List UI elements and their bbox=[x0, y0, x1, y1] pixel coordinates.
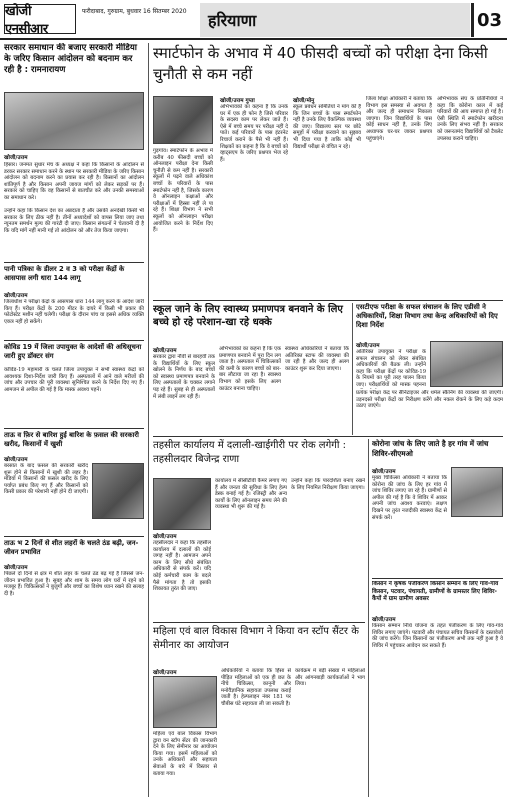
story8-byline: खोजी/उत्तम bbox=[356, 343, 380, 349]
story1-body-b: उन्होंने कहा कि किसान देश का अन्नदाता है और उसकी अनदेखी किसी भी सरकार के लिए ठीक नहीं है। तीनों अध्यादेशों को वापस लिया जाए तथा न्यूनतम समर्थन मूल्य की गारंटी दी जाए। किसान संगठनों ने चेतावनी दी है कि यदि मांगें नहीं मानी गईं तो आंदोलन को और तेज किया जाएगा। bbox=[4, 208, 144, 234]
story12-body-b: अधिकारियों ने बताया कि हिंसा से पीड़ित महिलाओं को एक ही छत के नीचे चिकित्सा, कानूनी और मनोवैज्ञानिक सहायता उपलब्ध कराई जाती है। हेल्पलाइन नंबर 181 पर चौबीस घंटे सहायता ली जा सकती है। bbox=[221, 668, 291, 707]
page-number: 03 bbox=[471, 3, 505, 37]
divider bbox=[4, 428, 144, 429]
story5-body: पिछले दो दिनों से क्षेत्र में शीत लहर के चलते ठंड बढ़ गई है जिससे जन-जीवन प्रभावित हुआ है। सुबह और शाम के समय लोग घरों में रहने को मजबूर हैं। चिकित्सकों ने बुजुर्गों और बच्चों का विशेष ध्यान रखने की सलाह दी है। bbox=[4, 571, 144, 597]
story1-photo bbox=[4, 92, 144, 150]
story10-photo bbox=[153, 478, 211, 530]
story11-byline: खोजी/उत्तम bbox=[372, 617, 396, 623]
story7-body-b: अभिभावकों का कहना है कि एक प्रमाणपत्र बनवाने में पूरा दिन लग जाता है। अस्पताल में चिकित्सकों की कमी के कारण बच्चों को बार-बार लौटाया जा रहा है। स्वास्थ्य विभाग को इसके लिए अलग काउंटर बनाना चाहिए। bbox=[219, 346, 281, 392]
column-divider bbox=[368, 439, 369, 797]
divider bbox=[4, 340, 144, 341]
story9-headline: कोरोना जांच के लिए जाते है हर गांव में जांच शिविर-सीएमओ bbox=[372, 439, 489, 458]
story8-headline: एसटीएफ परीक्षा के सफल संचालन के लिए एडीसी ने अधिकारियों, शिक्षा विभाग तथा केन्द्र अधिकारियों को दिए दिशा निर्देश bbox=[356, 303, 498, 329]
story5-headline: ताऊ भ 2 दिनों से शीत लहरों के चलते ठंड बढ़ी, जन-जीवन प्रभावित bbox=[4, 539, 139, 556]
story11-headline: किसान ने कृषक पंजीकरण किसान सम्मान के लिए गांव-गांव किसान, पटवार, पंचायती, ग्रामीणों के ग्रामस्तर लिए शिविर-कैंपों में ग्राम ग्रामीण अवसर bbox=[372, 581, 499, 602]
story10-headline: तहसील कार्यालय में दलाली-खाईगीरी पर रोक लगेगी : तहसीलदार बिजेन्द्र राणा bbox=[153, 440, 346, 465]
lead-body-c: स्कूल प्रबंधन समितियों ने मांग की है कि जिन बच्चों के पास स्मार्टफोन नहीं है उनके लिए वैकल्पिक व्यवस्था की जाए। विद्यालय स्तर पर छोटे समूहों में परीक्षा करवाने का सुझाव भी दिया गया है ताकि कोई भी विद्यार्थी परीक्षा से वंचित न रहे। bbox=[293, 104, 361, 150]
story5-byline: खोजी/उत्तम bbox=[4, 565, 28, 571]
story7-headline: स्कूल जाने के लिए स्वास्थ्य प्रमाणपत्र बनवाने के लिए बच्चे हो रहे परेशान-खा रहे धक्के bbox=[153, 304, 343, 328]
story3-headline: कोविड 19 में जिला उपायुक्त के आदेशों की अधिसूचना जारी हुए डॉक्टर संग bbox=[4, 343, 142, 360]
story12-body-a: महिला एवं बाल विकास विभाग द्वारा वन स्टॉप सेंटर की जानकारी देने के लिए सेमीनार का आयोजन किया गया। इसमें महिलाओं को उनके अधिकारों और सहायता सेवाओं के बारे में विस्तार से बताया गया। bbox=[153, 731, 217, 777]
story12-photo bbox=[153, 676, 217, 728]
story12-body-c: कार्यक्रम में बड़ी संख्या में महिलाओं और आंगनबाड़ी कार्यकर्ताओं ने भाग लिया। bbox=[295, 668, 365, 688]
story2-byline: खोजी/उत्तम bbox=[4, 293, 28, 299]
story3-body: कोविड-19 महामारी के चलते जिला उपायुक्त ने सभी स्वास्थ्य केंद्रों को आवश्यक दिशा-निर्देश जारी किए हैं। अस्पतालों में आने वाले मरीजों की जांच और उपचार की पूरी व्यवस्था सुनिश्चित करने के निर्देश दिए गए हैं। आमजन से अपील की गई है कि मास्क अवश्य पहनें। bbox=[4, 367, 144, 393]
lead-body-e: अभिभावक संघ के प्रतिनिधियों ने कहा कि कोरोना काल में कई परिवारों की आय समाप्त हो गई है। ऐसी स्थिति में स्मार्टफोन खरीदना उनके लिए संभव नहीं है। सरकार को जरूरतमंद विद्यार्थियों को टैबलेट उपलब्ध कराने चाहिए। bbox=[437, 96, 503, 142]
story7-body-a: सरकार द्वारा नौवीं से बारहवीं तक के विद्यार्थियों के लिए स्कूल खोलने के निर्णय के बाद बच्चों को स्वास्थ्य प्रमाणपत्र बनवाने के लिए अस्पतालों के चक्कर लगाने पड़ रहे हैं। सुबह से ही अस्पतालों में लंबी लाइनें लग रही हैं। bbox=[153, 354, 215, 400]
story10-body-b: कार्यालय में सीसीटीवी कैमरे लगाए गए हैं और जनता की सुविधा के लिए हेल्प डेस्क बनाई गई है। रजिस्ट्री और अन्य कार्यों के लिए ऑनलाइन समय लेने की व्यवस्था भी शुरू की गई है। bbox=[215, 478, 287, 511]
divider bbox=[153, 300, 503, 301]
story10-byline: खोजी/उत्तम bbox=[153, 534, 177, 540]
story4-photo bbox=[92, 463, 144, 519]
story1-byline: खोजी/उत्तम bbox=[4, 155, 28, 161]
story12-byline: खोजी/उत्तम bbox=[153, 670, 177, 676]
story9-body: मुख्य चिकित्सा अधिकारी ने बताया कि कोरोना की जांच के लिए हर गांव में जांच शिविर लगाए जा रहे हैं। ग्रामीणों से अपील की गई है कि वे शिविर में आकर अपनी जांच अवश्य करवाएं। लक्षण दिखने पर तुरंत नजदीकी स्वास्थ्य केंद्र से संपर्क करें। bbox=[372, 475, 447, 521]
story2-headline: पानी पत्रिका के डीलर 2 व 3 को परीक्षा केंद्रों के आसपास लगी धारा 144 लागू bbox=[4, 265, 125, 282]
story8-body-b: प्रत्येक परीक्षा केंद्र पर सैनिटाइजर और थर्मल स्कैनिंग की व्यवस्था की जाएगी। उड़नदस्ते परीक्षा केंद्रों का निरीक्षण करेंगे और नकल रोकने के लिए कड़े कदम उठाए जाएंगे। bbox=[356, 390, 503, 410]
story4-byline: खोजी/उत्तम bbox=[4, 457, 28, 463]
section-banner: हरियाणा bbox=[200, 3, 470, 37]
story1-body-a: हिसार। जनमत सुधार मंच के अध्यक्ष ने कहा कि किसानों के आंदोलन से डरकर सरकार समाधान करने के स्थान पर सरकारी मीडिया के जरिए किसान आंदोलन को बदनाम करने का प्रयास कर रही है। किसानों का आंदोलन शांतिपूर्ण है और किसान अपनी जायज मांगों को लेकर सड़कों पर हैं। सरकार को चाहिए कि वह किसानों से बातचीत करे और उनकी समस्याओं का समाधान करे। bbox=[4, 162, 144, 201]
story4-body: बरसात के बाद फ़सल की सरकारी खरीद शुरू होने से किसानों में खुशी की लहर है। मंडियों में किसानों की फ़सल खरीद के लिए पर्याप्त प्रबंध किए गए हैं और किसानों को किसी प्रकार की परेशानी नहीं होने दी जाएगी। bbox=[4, 463, 88, 496]
story4-headline: ताऊ व फ़िर से बारिश हुई बारिश के फ़सल की सरकारी खरीद, किसानों में खुशी bbox=[4, 431, 139, 448]
story10-body-c: उन्होंने कहा कि पारदर्शिता बनाए रखने के लिए नियमित निरीक्षण किया जाएगा। bbox=[291, 478, 365, 491]
lead-body-b: अभिभावकों का कहना है कि उनके घर में एक ही फोन है जिसे परिवार के सदस्य काम पर लेकर जाते हैं। ऐसे में बच्चे समय पर परीक्षा नहीं दे पाते। कई परिवारों के पास इंटरनेट रिचार्ज कराने के पैसे भी नहीं हैं। शिक्षकों का कहना है कि वे बच्चों को व्हाट्सएप के जरिए प्रश्नपत्र भेज रहे हैं। bbox=[220, 104, 288, 163]
story8-body-a: अतिरिक्त उपायुक्त ने परीक्षा के सफल संचालन को लेकर संबंधित अधिकारियों की बैठक ली। उन्होंने कहा कि परीक्षा केंद्रों पर कोविड-19 के नियमों का पूरी तरह पालन किया जाए। परीक्षार्थियों को मास्क पहनना bbox=[356, 349, 426, 388]
divider bbox=[372, 578, 503, 579]
lead-byline-b: खोजी/मोनु bbox=[293, 98, 315, 104]
story7-body-c: स्वास्थ्य अधिकारियों ने बताया कि अतिरिक्त स्टाफ की व्यवस्था की जा रही है और जल्द ही अलग काउंटर शुरू कर दिया जाएगा। bbox=[285, 346, 349, 372]
story9-byline: खोजी/उत्तम bbox=[372, 469, 396, 475]
column-divider bbox=[148, 43, 149, 797]
story12-headline: महिला एवं बाल विकास विभाग ने किया वन स्टॉप सैंटर के सेमीनार का आयोजन bbox=[153, 626, 359, 651]
story9-photo bbox=[451, 467, 503, 517]
story11-body: किसान सम्मान निधि योजना के तहत पंजीकरण के लिए गांव-गांव शिविर लगाए जाएंगे। पटवारी और पंचायत सचिव किसानों के दस्तावेजों की जांच करेंगे। जिन किसानों का पंजीकरण अभी तक नहीं हुआ है वे शिविर में पहुंचकर आवेदन कर सकते हैं। bbox=[372, 623, 503, 649]
lead-body-a: गुड़गांव। स्मार्टफोन के अभाव में करीब 40 फीसदी बच्चों को ऑनलाइन परीक्षा देना किसी चुनौती से कम नहीं है। सरकारी स्कूलों में पढ़ने वाले अधिकांश बच्चों के परिवारों के पास स्मार्टफोन नहीं है, जिसके कारण वे ऑनलाइन कक्षाओं और परीक्षाओं में हिस्सा नहीं ले पा रहे हैं। शिक्षा विभाग ने सभी स्कूलों को ऑनलाइन परीक्षा आयोजित करने के निर्देश दिए हैं। bbox=[153, 148, 213, 234]
masthead bbox=[0, 0, 507, 40]
story2-body: जिलाधीश ने परीक्षा केंद्रों के आसपास धारा 144 लागू करने के आदेश जारी किए हैं। परीक्षा केंद्रों के 200 मीटर के दायरे में किसी भी प्रकार की फोटोस्टेट मशीन नहीं चलेगी। परीक्षा के दौरान पांच या इससे अधिक व्यक्ति एकत्र नहीं हो सकेंगे। bbox=[4, 299, 144, 325]
lead-headline: स्मार्टफोन के अभाव में 40 फीसदी बच्चों को परीक्षा देना किसी चुनौती से कम नहीं bbox=[153, 44, 488, 83]
divider bbox=[153, 436, 503, 437]
story1-headline: सरकार समाधान की बजाए सरकारी मीडिया के जरिए किसान आंदोलन को बदनाम कर रही है : रामनारायण bbox=[4, 43, 137, 75]
divider bbox=[4, 262, 144, 263]
story10-body-a: तहसीलदार ने कहा कि तहसील कार्यालय में दलालों की कोई जगह नहीं है। आमजन अपने काम के लिए सीधे संबंधित अधिकारी से संपर्क करें। यदि कोई कर्मचारी काम के बदले पैसे मांगता है तो इसकी शिकायत तुरंत की जाए। bbox=[153, 540, 211, 593]
lead-body-d: जिला शिक्षा अधिकारी ने बताया कि विभाग इस समस्या से अवगत है और जल्द ही समाधान निकाला जाएगा। जिन विद्यार्थियों के पास कोई साधन नहीं है, उनके लिए अध्यापक घर-घर जाकर प्रश्नपत्र पहुंचाएंगे। bbox=[366, 96, 432, 142]
divider bbox=[4, 536, 144, 537]
divider bbox=[153, 622, 365, 623]
lead-byline-a: खोजी/उत्तम गुप्ता bbox=[220, 98, 255, 104]
newspaper-logo: खोजी एनसीआर bbox=[4, 4, 76, 34]
lead-photo bbox=[153, 96, 213, 144]
story7-byline: खोजी/उत्तम bbox=[153, 348, 177, 354]
dateline: फरीदाबाद, गुरुग्राम, बुधवार 16 सितम्बर 2020 bbox=[82, 8, 187, 15]
story8-photo bbox=[430, 341, 503, 387]
column-divider bbox=[352, 303, 353, 435]
